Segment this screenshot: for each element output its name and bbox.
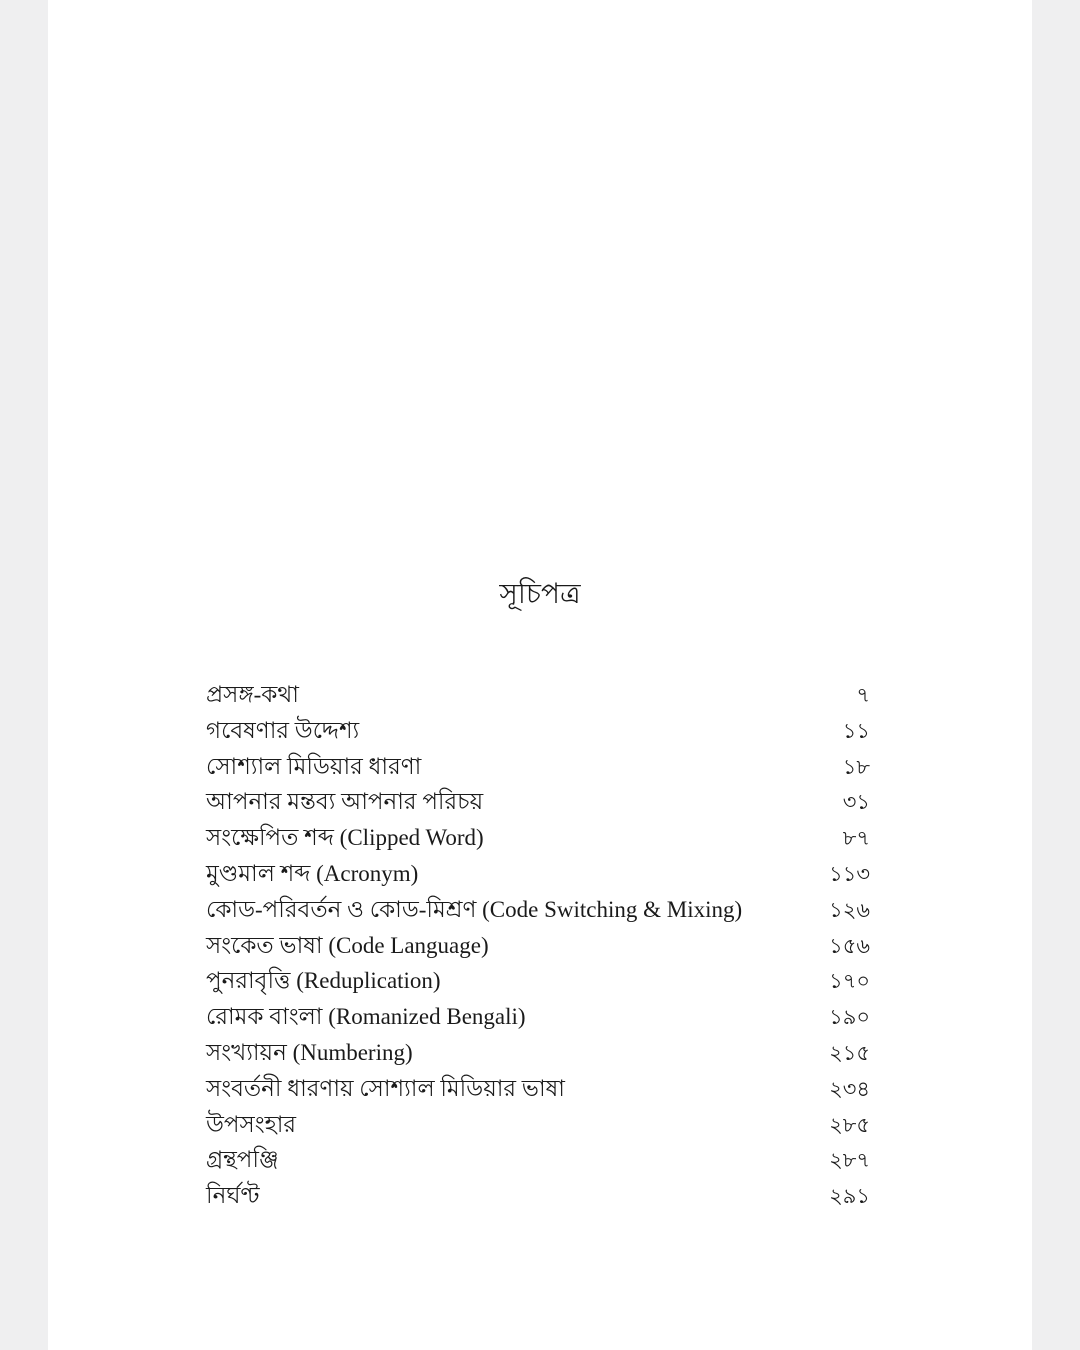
toc-entry-label: কোড-পরিবর্তন ও কোড-মিশ্রণ (Code Switching & Mixing) [206,896,743,922]
toc-entry-page: ২৯১ [829,1184,870,1209]
toc-entry-label: পুনরাবৃত্তি (Reduplication) [206,968,441,994]
toc-entry-label: সংখ্যায়ন (Numbering) [206,1039,413,1065]
toc-entry-label: সংকেত ভাষা (Code Language) [206,932,489,958]
toc-entry [206,962,870,998]
table-of-contents [206,676,870,1213]
toc-entry [206,1034,870,1070]
toc-entry-page: ১৯০ [829,1005,870,1030]
toc-entry [206,891,870,927]
toc-entry-label: উপসংহার [206,1111,297,1137]
toc-entry-page: ৭ [856,683,870,707]
toc-entry [206,1106,870,1142]
toc-entry-page: ১১৩ [829,861,870,886]
toc-entry-label: সংবর্তনী ধারণায় সোশ্যাল মিডিয়ার ভাষা [206,1075,565,1101]
toc-entry [206,1141,870,1177]
toc-entry-page: ২৩৪ [829,1076,870,1101]
toc-entry-page: ২১৫ [829,1040,870,1065]
toc-entry [206,783,870,819]
toc-entry [206,855,870,891]
toc-entry [206,1070,870,1106]
toc-entry-label: রোমক বাংলা (Romanized Bengali) [206,1004,526,1030]
toc-entry-page: ১১ [842,718,870,743]
toc-entry-page: ১৭০ [829,969,870,994]
toc-entry-label: নির্ঘণ্ট [206,1183,260,1209]
toc-entry-label: সংক্ষেপিত শব্দ (Clipped Word) [206,825,484,851]
toc-entry [206,819,870,855]
toc-entry-label: মুণ্ডমাল শব্দ (Acronym) [206,860,419,886]
toc-entry-page: ১২৬ [829,897,870,922]
toc-entry-page: ২৮৫ [829,1112,870,1137]
toc-entry [206,712,870,748]
document-page [48,0,1032,1350]
page-title: সূচিপত্র [499,579,581,610]
toc-entry [206,676,870,712]
toc-entry-page: ১৫৬ [829,933,870,958]
toc-entry-page: ৮৭ [842,826,870,851]
toc-entry [206,748,870,784]
toc-entry-label: গবেষণার উদ্দেশ্য [206,717,360,743]
toc-entry-page: ১৮ [842,754,870,779]
toc-entry [206,998,870,1034]
toc-entry-label: গ্রন্থপঞ্জি [206,1147,279,1173]
toc-entry-label: প্রসঙ্গ-কথা [206,682,299,707]
toc-entry [206,927,870,963]
toc-entry-page: ৩১ [842,790,870,815]
toc-entry [206,1177,870,1213]
toc-entry-page: ২৮৭ [829,1148,870,1173]
toc-entry-label: আপনার মন্তব্য আপনার পরিচয় [206,789,484,815]
toc-entry-label: সোশ্যাল মিডিয়ার ধারণা [206,753,422,779]
